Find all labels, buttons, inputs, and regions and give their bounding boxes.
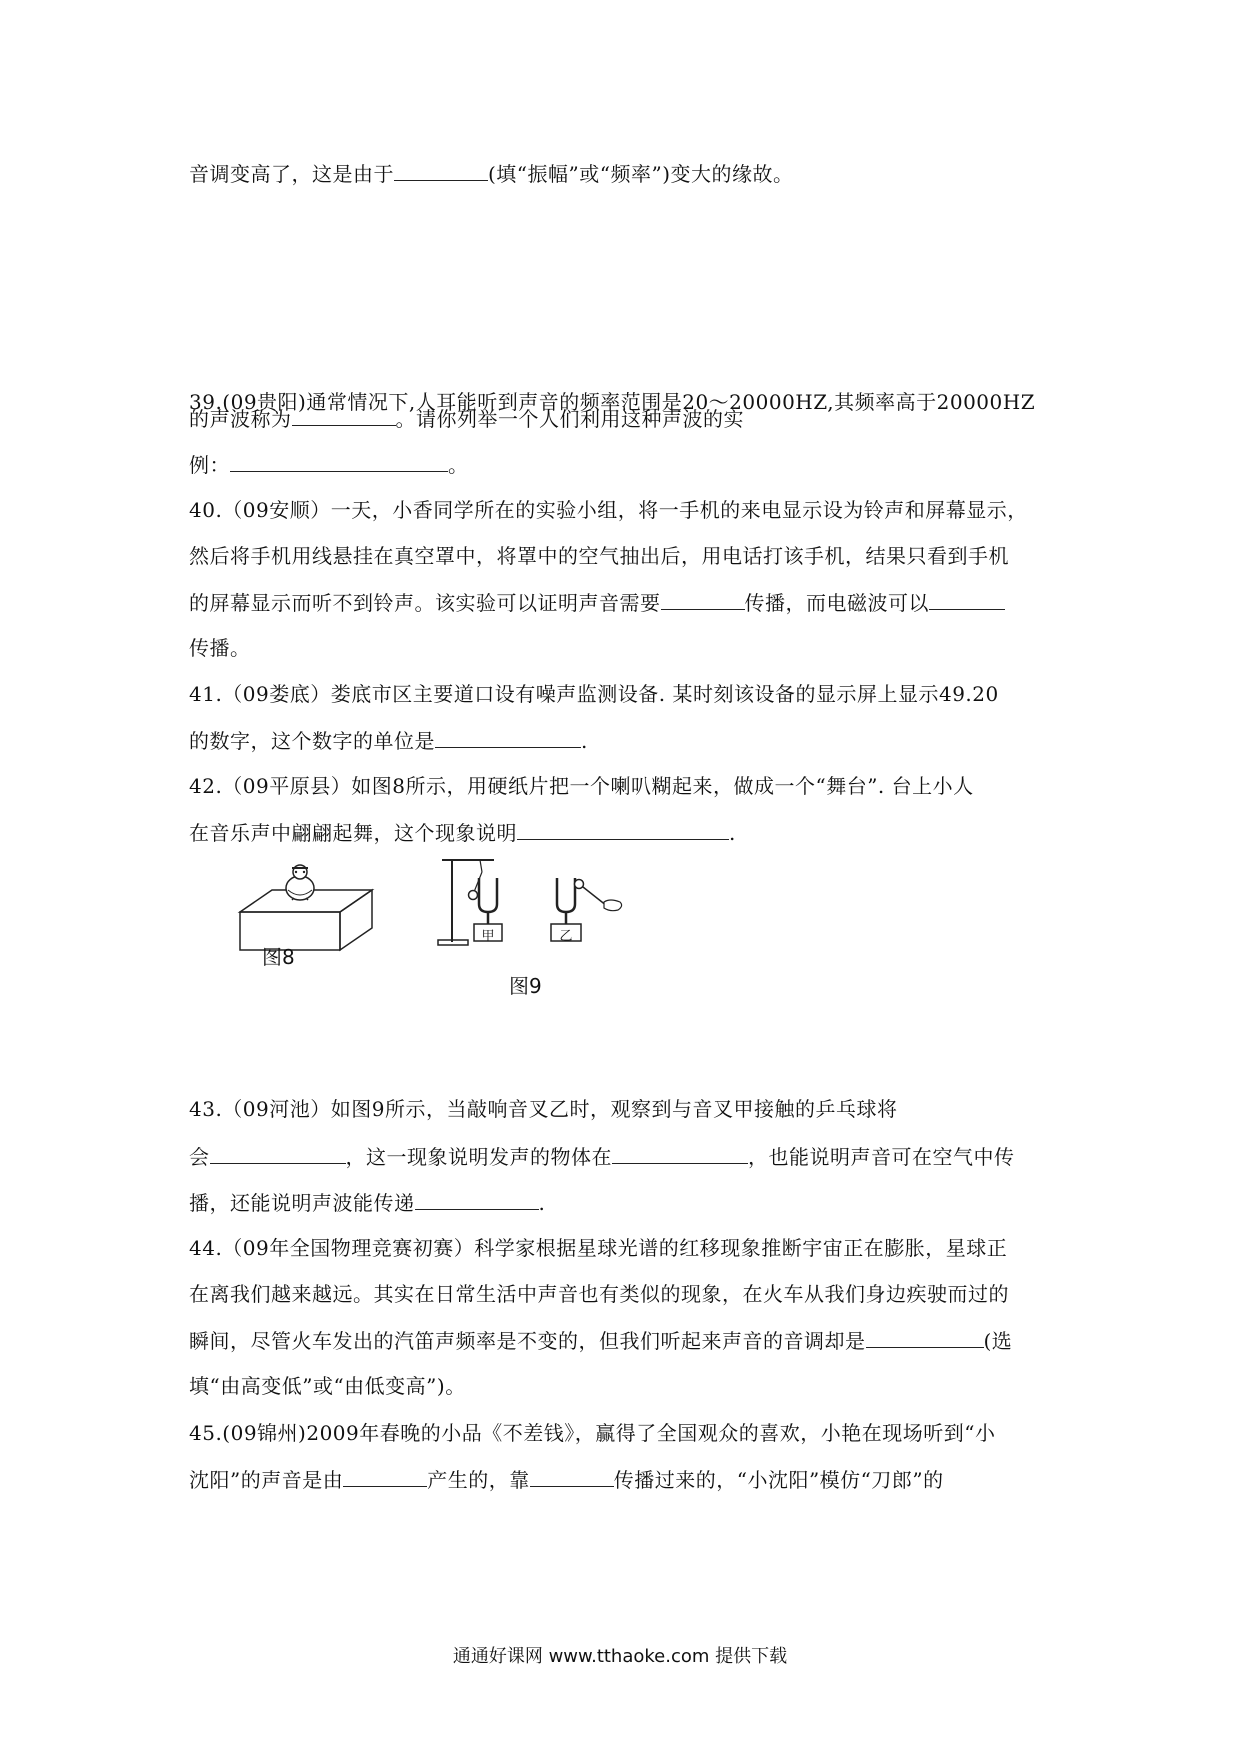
- text: 44.（09年全国物理竞赛初赛）科学家根据星球光谱的红移现象推断宇宙正在膨胀，星球正: [189, 1236, 1008, 1260]
- text: (选: [983, 1329, 1013, 1353]
- figure-9-tuning-fork-illustration: [432, 856, 642, 956]
- question-44-line-2: [189, 1279, 1009, 1309]
- question-44-line-4: [189, 1371, 466, 1401]
- text: 的屏幕显示而听不到铃声。该实验可以证明声音需要: [189, 591, 661, 615]
- text: ，也能说明声音可在空气中传: [748, 1145, 1015, 1169]
- figure-9-caption: 图9: [509, 974, 542, 998]
- text: 会: [189, 1145, 210, 1169]
- text-line: [189, 158, 794, 189]
- answer-blank[interactable]: [343, 1464, 427, 1487]
- text: .: [729, 821, 736, 845]
- text: 在离我们越来越远。其实在日常生活中声音也有类似的现象，在火车从我们身边疾驶而过的: [189, 1282, 1009, 1306]
- answer-blank[interactable]: [210, 1141, 346, 1164]
- text: 39.(09贵阳)通常情况下,人耳能听到声音的频率范围是20～20000HZ,其频率高于20000HZ: [189, 390, 1036, 414]
- answer-blank[interactable]: [415, 1187, 539, 1210]
- text: 42.（09平原县）如图8所示，用硬纸片把一个喇叭糊起来，做成一个“舞台”. 台上小人: [189, 774, 974, 798]
- text: 填“由高变低”或“由低变高”)。: [189, 1374, 466, 1398]
- answer-blank[interactable]: [230, 449, 448, 472]
- question-45-line-1: [189, 1418, 995, 1448]
- question-44-line-1: [189, 1233, 1007, 1263]
- text: 。: [448, 453, 469, 477]
- question-40-line-2: [189, 541, 1009, 571]
- answer-blank[interactable]: [394, 158, 488, 181]
- text: 传播。: [189, 636, 251, 660]
- text: 瞬间，尽管火车发出的汽笛声频率是不变的，但我们听起来声音的音调却是: [189, 1329, 866, 1353]
- text: 沈阳”的声音是由: [189, 1468, 344, 1492]
- text: 在音乐声中翩翩起舞，这个现象说明: [189, 821, 517, 845]
- answer-blank[interactable]: [292, 403, 396, 426]
- answer-blank[interactable]: [661, 587, 745, 610]
- text: ，这一现象说明发声的物体在: [345, 1145, 612, 1169]
- figure-8-caption: 图8: [262, 945, 295, 969]
- answer-blank[interactable]: [866, 1325, 984, 1348]
- text: .: [581, 729, 588, 753]
- page-footer: 通通好课网 www.tthaoke.com 提供下载: [452, 1646, 788, 1667]
- text: 43.（09河池）如图9所示，当敲响音叉乙时，观察到与音叉甲接触的乒乓球将: [189, 1097, 898, 1121]
- text: 传播过来的，“小沈阳”模仿“刀郎”的: [613, 1468, 944, 1492]
- answer-blank[interactable]: [435, 725, 581, 748]
- figure-8-stage-illustration: [232, 860, 382, 970]
- answer-blank[interactable]: [517, 817, 729, 840]
- question-42-line-1: [189, 771, 974, 801]
- fork-b-label: 乙: [559, 929, 573, 944]
- question-45-line-2: [189, 1464, 944, 1495]
- text: 播，还能说明声波能传递: [189, 1191, 415, 1215]
- text: 。请你列举一个人们利用这种声波的实: [395, 407, 744, 431]
- question-44-line-3: [189, 1325, 1012, 1356]
- question-42-line-2: [189, 817, 736, 848]
- answer-blank[interactable]: [929, 587, 1005, 610]
- text: 的声波称为: [189, 407, 292, 431]
- text: 例：: [189, 453, 230, 477]
- fork-a-label: 甲: [481, 929, 495, 944]
- question-43-line-1: [189, 1094, 897, 1124]
- text: 传播，而电磁波可以: [744, 591, 929, 615]
- answer-blank[interactable]: [612, 1141, 748, 1164]
- question-41-line-2: [189, 725, 588, 756]
- question-40-line-3: [189, 587, 1005, 618]
- text: 45.(09锦州)2009年春晚的小品《不差钱》，赢得了全国观众的喜欢，小艳在现场听到“小: [189, 1421, 996, 1445]
- answer-blank[interactable]: [530, 1464, 614, 1487]
- question-40-line-1: [189, 495, 1028, 525]
- question-43-line-2: [189, 1141, 1015, 1172]
- text: 然后将手机用线悬挂在真空罩中，将罩中的空气抽出后，用电话打该手机，结果只看到手机: [189, 544, 1009, 568]
- question-43-line-3: [189, 1187, 545, 1218]
- text: 41.（09娄底）娄底市区主要道口设有噪声监测设备. 某时刻该设备的显示屏上显示49.20: [189, 682, 999, 706]
- question-39-line-3: [189, 449, 469, 480]
- question-41-line-1: [189, 679, 999, 709]
- text: 音调变高了，这是由于: [189, 162, 394, 186]
- text: 的数字，这个数字的单位是: [189, 729, 435, 753]
- question-39-line-2: [189, 403, 744, 434]
- text: 40.（09安顺）一天，小香同学所在的实验小组，将一手机的来电显示设为铃声和屏幕显示，: [189, 498, 1028, 522]
- text: .: [538, 1191, 546, 1215]
- text: 产生的，靠: [427, 1468, 530, 1492]
- text: (填“振幅”或“频率”)变大的缘故。: [488, 162, 794, 186]
- question-40-line-4: [189, 633, 251, 663]
